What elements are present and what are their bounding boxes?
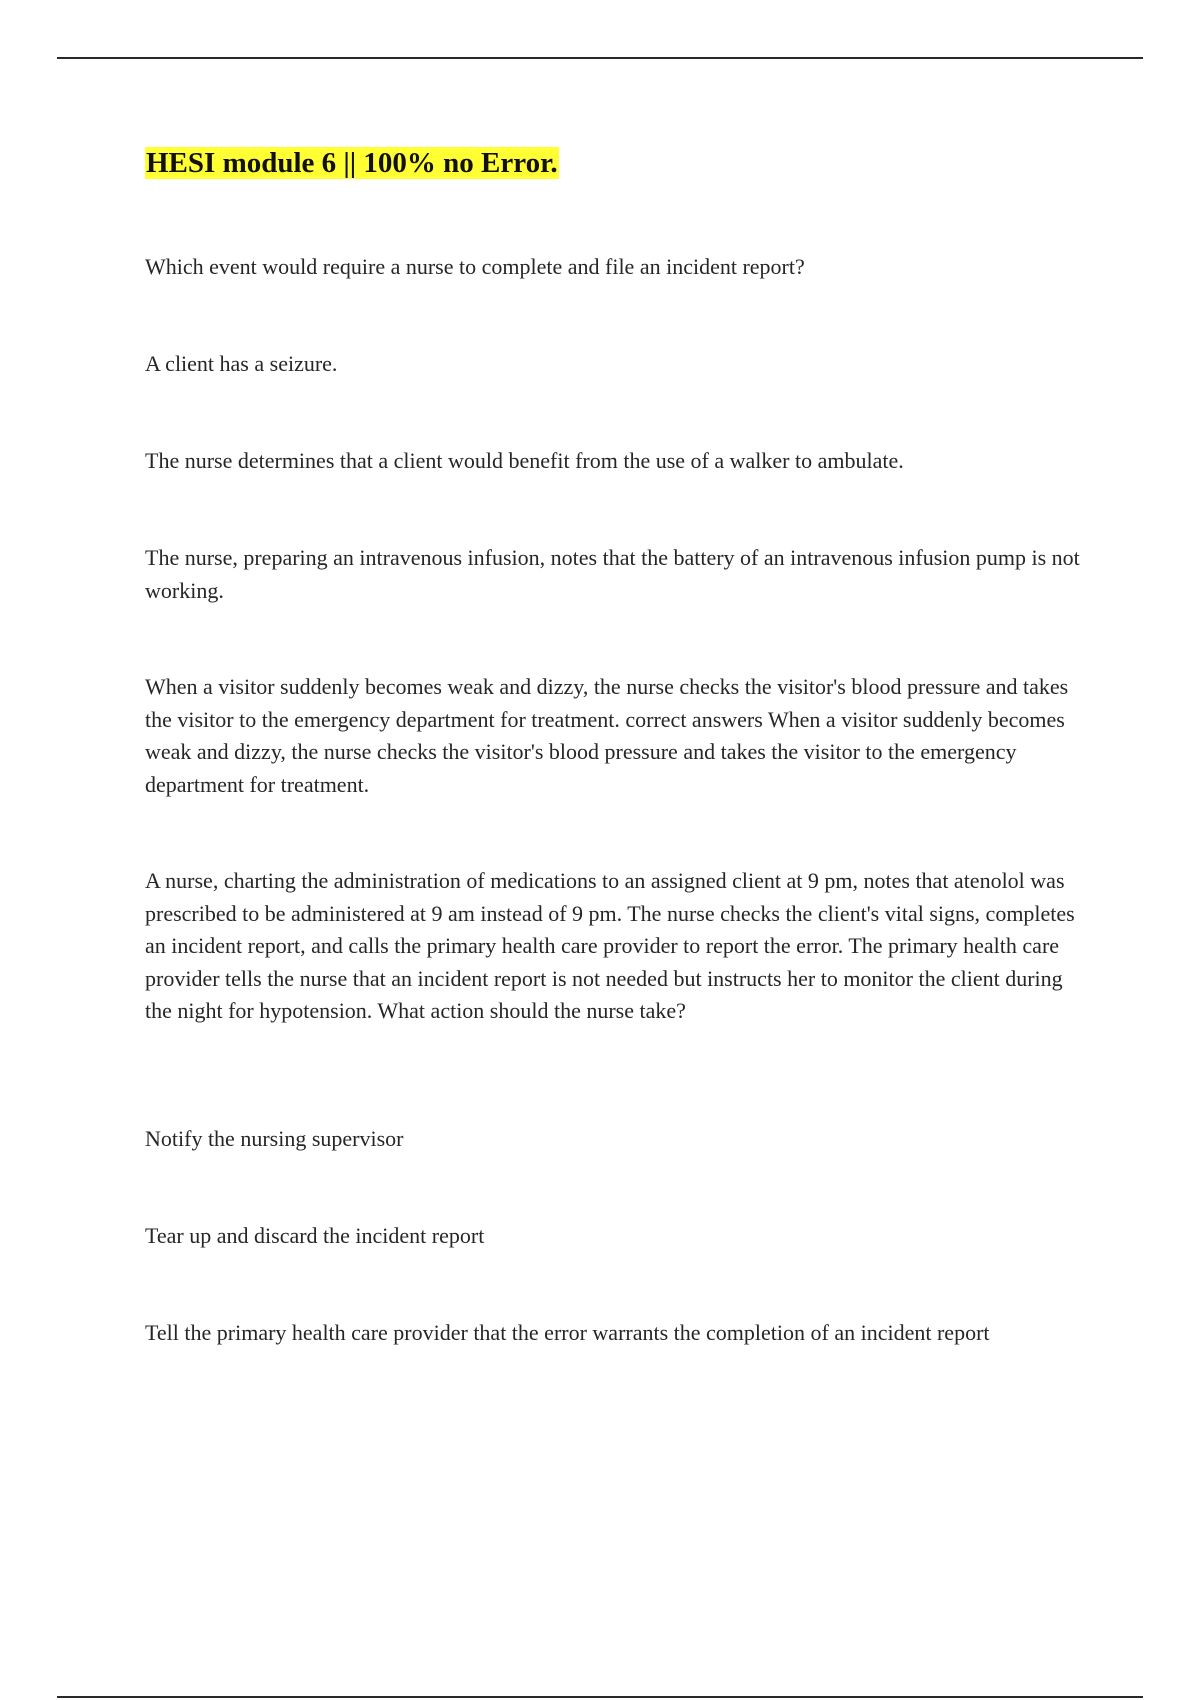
question-1: Which event would require a nurse to complete and file an incident report? <box>145 254 805 279</box>
option-2a: Notify the nursing supervisor <box>145 1126 404 1151</box>
top-rule <box>57 57 1143 59</box>
option-2b: Tear up and discard the incident report <box>145 1223 485 1248</box>
title-highlight: HESI module 6 || 100% no Error. <box>146 147 558 179</box>
question-2: A nurse, charting the administration of medications to an assigned client at 9 pm, notes that atenolol was prescribed to be administered at 9 am instead of 9 pm. The nurse checks the client's vital signs, completes an incident report, and calls the primary health care provider to report the error. The primary health care provider tells the nurse that an incident report is not needed but instructs her to monitor the client during the night for hypotension. What action should the nurse take? <box>145 868 1075 1023</box>
option-1b: The nurse determines that a client would benefit from the use of a walker to ambulate. <box>145 448 904 473</box>
option-1c: The nurse, preparing an intravenous infusion, notes that the battery of an intravenous infusion pump is not working. <box>145 545 1080 603</box>
option-1d-answer: When a visitor suddenly becomes weak and dizzy, the nurse checks the visitor's blood pressure and takes the visitor to the emergency department for treatment. correct answers When a visitor suddenly becomes weak and dizzy, the nurse checks the visitor's blood pressure and takes the visitor to the emergency department for treatment. <box>145 674 1069 797</box>
option-2c: Tell the primary health care provider that the error warrants the completion of an incident report <box>145 1320 990 1345</box>
option-1a: A client has a seizure. <box>145 351 338 376</box>
bottom-rule <box>57 1696 1143 1698</box>
document-title <box>145 143 559 183</box>
